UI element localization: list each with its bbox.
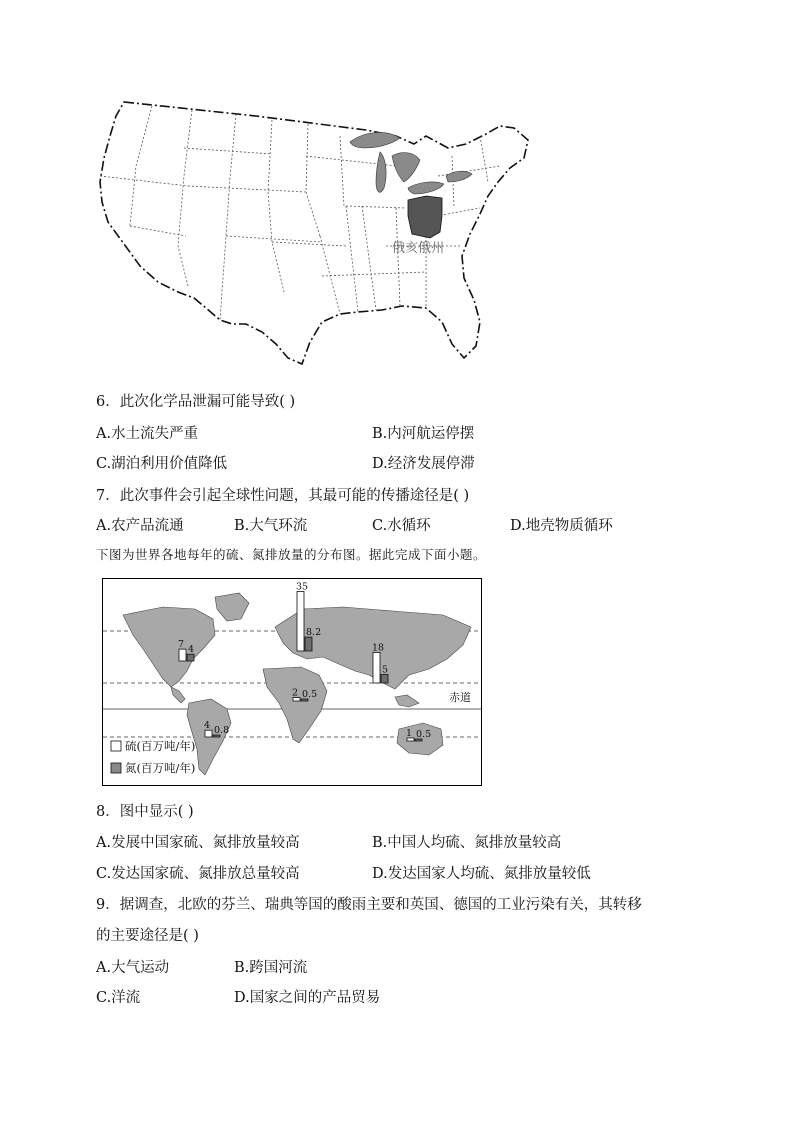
question-7-option-a[interactable]: A.农产品流通 [96, 518, 184, 534]
north-america [123, 607, 215, 687]
question-9-stem-line2: 的主要途径是( ) [96, 928, 199, 944]
nitrogen-bar [305, 637, 312, 651]
question-8-option-c[interactable]: C.发达国家硫、氮排放总量较高 [96, 866, 300, 882]
nitrogen-bar [187, 654, 194, 661]
map-legend [111, 739, 195, 775]
nitrogen-value-label: 4 [188, 644, 195, 656]
sulfur-value-label: 7 [178, 639, 185, 651]
ohio-label: 俄亥俄州 [392, 241, 445, 256]
nitrogen-value-label: 0.5 [416, 729, 432, 740]
world-map-svg [103, 579, 481, 785]
legend-nitrogen-swatch [111, 763, 121, 773]
greenland [215, 593, 249, 621]
legend-sulfur-label: 硫(百万吨/年) [125, 739, 196, 753]
us-outline [100, 102, 528, 364]
nitrogen-value-label: 8.2 [306, 627, 322, 639]
sulfur-bar [373, 652, 380, 683]
question-7-option-d[interactable]: D.地壳物质循环 [510, 518, 613, 534]
central-america [171, 687, 185, 703]
equator-label: 赤道 [449, 691, 471, 704]
nitrogen-value-label: 0.5 [302, 689, 318, 700]
question-6-stem: 6．此次化学品泄漏可能导致( ) [96, 394, 296, 410]
question-7-stem: 7．此次事件会引起全球性问题，其最可能的传播途径是( ) [96, 488, 470, 504]
question-9-option-b[interactable]: B.跨国河流 [234, 960, 308, 976]
us-map-figure [96, 96, 532, 372]
question-7-option-c[interactable]: C.水循环 [372, 518, 431, 534]
nitrogen-value-label: 0.8 [214, 725, 230, 736]
sulfur-value-label: 35 [296, 581, 309, 593]
question-9-option-c[interactable]: C.洋流 [96, 990, 141, 1006]
question-8-option-a[interactable]: A.发展中国家硫、氮排放量较高 [96, 835, 300, 851]
legend-nitrogen-label: 氮(百万吨/年) [125, 761, 196, 775]
africa [263, 667, 327, 743]
question-6-option-b[interactable]: B.内河航运停摆 [372, 426, 475, 442]
se-asia-islands [395, 695, 419, 707]
question-6-option-d[interactable]: D.经济发展停滞 [372, 456, 475, 472]
sulfur-bar [179, 649, 186, 661]
sulfur-value-label: 2 [292, 687, 299, 699]
question-8-option-d[interactable]: D.发达国家人均硫、氮排放量较低 [372, 866, 591, 882]
question-8-option-b[interactable]: B.中国人均硫、氮排放量较高 [372, 835, 562, 851]
nitrogen-bar [381, 675, 388, 684]
question-6-option-a[interactable]: A.水土流失严重 [96, 426, 199, 442]
sulfur-bar [297, 592, 304, 652]
question-9-stem-line1: 9．据调查，北欧的芬兰、瑞典等国的酸雨主要和英国、德国的工业污染有关，其转移 [96, 897, 642, 913]
sulfur-value-label: 4 [204, 720, 211, 732]
sulfur-value-label: 1 [406, 728, 413, 739]
question-9-option-d[interactable]: D.国家之间的产品贸易 [234, 990, 381, 1006]
sulfur-bar [205, 730, 212, 737]
legend-sulfur-swatch [111, 741, 121, 751]
sulfur-value-label: 18 [372, 642, 385, 654]
nitrogen-value-label: 5 [382, 664, 389, 676]
question-7-option-b[interactable]: B.大气环流 [234, 518, 308, 534]
question-8-stem: 8．图中显示( ) [96, 804, 194, 820]
question-9-option-a[interactable]: A.大气运动 [96, 960, 170, 976]
world-emission-map [102, 578, 482, 786]
section-intro: 下图为世界各地每年的硫、氮排放量的分布图。据此完成下面小题。 [96, 547, 487, 562]
question-6-option-c[interactable]: C.湖泊利用价值降低 [96, 456, 228, 472]
ohio-state [408, 196, 442, 238]
